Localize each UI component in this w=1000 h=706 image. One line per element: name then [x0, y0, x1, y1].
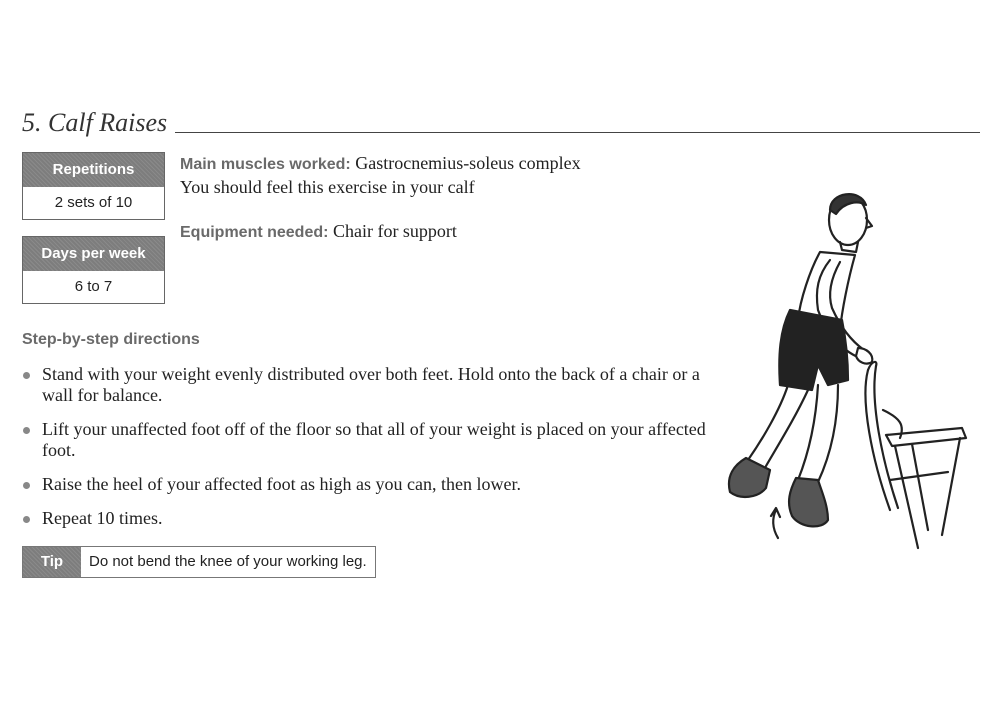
days-per-week-label: Days per week: [23, 237, 164, 271]
bullet-icon: [23, 516, 30, 523]
repetitions-box: [22, 152, 165, 220]
section-header: [22, 108, 980, 140]
directions-list: [22, 364, 712, 542]
tip-box: [22, 546, 376, 578]
tip-label: Tip: [23, 547, 81, 577]
step-text: Repeat 10 times.: [42, 508, 163, 528]
list-item: [22, 364, 712, 406]
man-calf-raise-with-chair-illustration-icon: [700, 180, 980, 550]
muscles-label: Main muscles worked:: [180, 156, 351, 173]
title-divider: [175, 132, 980, 133]
step-text: Raise the heel of your affected foot as high as you can, then lower.: [42, 474, 522, 494]
directions-title: Step-by-step directions: [22, 331, 200, 348]
equipment-value: Chair for support: [332, 221, 457, 241]
muscles-section: [180, 152, 581, 198]
days-per-week-box: [22, 236, 165, 304]
list-item: [22, 508, 712, 529]
list-item: [22, 474, 712, 495]
equipment-section: [180, 220, 457, 244]
page-title: 5. Calf Raises: [22, 108, 168, 137]
bullet-icon: [23, 427, 30, 434]
step-text: Lift your unaffected foot off of the floor so that all of your weight is placed on your affected foot.: [42, 419, 706, 460]
bullet-icon: [23, 372, 30, 379]
tip-text: Do not bend the knee of your working leg.: [89, 553, 367, 570]
calf-raise-illustration: [700, 180, 980, 550]
list-item: [22, 419, 712, 461]
days-per-week-value: 6 to 7: [74, 278, 113, 295]
bullet-icon: [23, 482, 30, 489]
repetitions-label: Repetitions: [23, 153, 164, 187]
equipment-label: Equipment needed:: [180, 224, 329, 241]
step-text: Stand with your weight evenly distributed over both feet. Hold onto the back of a chair or a wall for balance.: [42, 364, 700, 405]
muscles-note: You should feel this exercise in your calf: [180, 177, 475, 197]
muscles-value: Gastrocnemius-soleus complex: [355, 153, 581, 173]
repetitions-value: 2 sets of 10: [54, 194, 133, 211]
